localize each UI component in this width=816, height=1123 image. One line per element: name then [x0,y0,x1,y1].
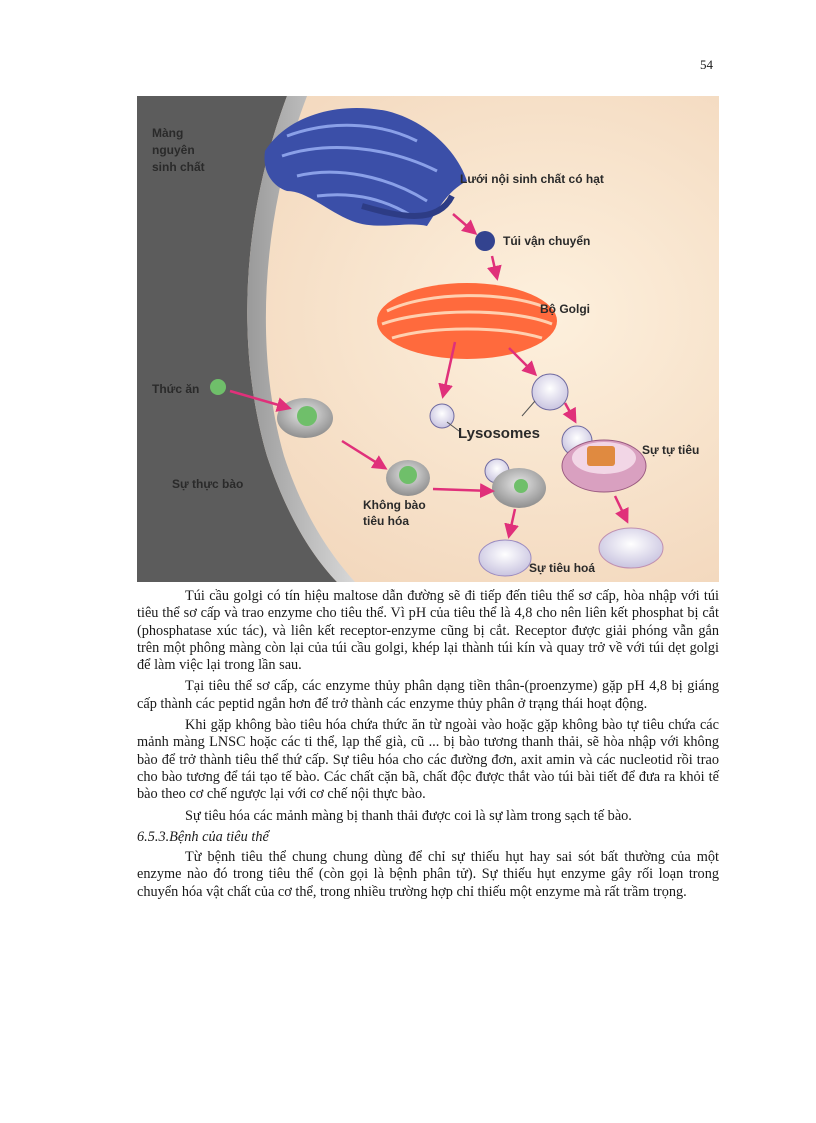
phagocytosis-label: Sự thực bào [172,477,244,491]
lysosomes-label: Lysosomes [458,425,540,442]
food-particle [210,379,226,395]
food-vacuole-label-2: tiêu hóa [363,514,410,528]
body-text [137,588,719,905]
digestion-label: Sự tiêu hoá [529,561,596,575]
autophagy-vacuole [562,440,646,492]
lysosome-pathway-figure [137,96,719,582]
section-heading: 6.5.3.Bệnh của tiêu thể [137,828,269,845]
paragraph: Khi gặp không bào tiêu hóa chứa thức ăn từ ngoài vào hoặc gặp không bào tự tiêu chứa các mảnh màng LNSC hoặc các ti thể, lạp thể già, cũ ... bị bào tương thanh thải, sẽ hòa nhập với không bào để trở thành tiêu thể thứ cấp. Sự tiêu hóa cho các đường đơn, axit amin và các nucleotid rồi trao cho bào tương để tái tạo tế bào. Các chất cặn bã, chất độc được thắt vào túi bài tiết để đưa ra khỏi tế bào theo cơ chế ngược lại với cơ chế nội thực bào. [137,717,719,803]
food-label: Thức ăn [152,382,200,396]
rough-er-label: Lưới nội sinh chất có hạt [460,172,604,186]
golgi-label: Bộ Golgi [540,302,590,316]
paragraph: Sự tiêu hóa các mảnh màng bị thanh thải được coi là sự làm trong sạch tế bào. [185,807,632,824]
autophagy-label: Sự tự tiêu [642,443,700,457]
transport-vesicle-shape [475,231,495,251]
paragraph: Túi cầu golgi có tín hiệu maltose dẫn đường sẽ đi tiếp đến tiêu thể sơ cấp, hòa nhập với túi tiêu thể sơ cấp và trao enzyme cho tiêu thể. Vì pH của tiêu thể là 4,8 cho nên liên kết phosphat bị cắt (phosphatase xúc tác), và liên kết receptor-enzyme cũng bị cắt. Receptor được giải phóng vẫn gắn trên một phông màng còn lại của túi cầu golgi, khép lại thành túi kín và quay trở về với túi dẹt golgi để làm việc lại trong lần sau. [137,588,719,674]
membrane-label-2: nguyên [152,143,195,157]
golgi-shape [377,283,557,359]
paragraph: Từ bệnh tiêu thể chung chung dùng để chỉ sự thiếu hụt hay sai sót bất thường của một enzyme nào đó trong tiêu thể (còn gọi là bệnh phân tử). Sự thiếu hụt enzyme gây rối loạn trong chuyển hóa vật chất của cơ thể, trong nhiều trường hợp chỉ thiếu một enzyme mà rất trầm trọng. [137,849,719,900]
membrane-label-3: sinh chất [152,160,205,174]
membrane-label-1: Màng [152,126,184,140]
food-vacuole-label-1: Không bào [363,498,426,512]
page-number: 54 [700,57,713,72]
transport-vesicle-label: Túi vận chuyển [503,234,591,248]
paragraph: Tại tiêu thể sơ cấp, các enzyme thủy phân dạng tiền thân-(proenzyme) gặp pH 4,8 bị giáng cấp thành các peptid ngắn hơn để trở thành các enzyme thủy phân ở trạng thái hoạt động. [137,678,719,712]
